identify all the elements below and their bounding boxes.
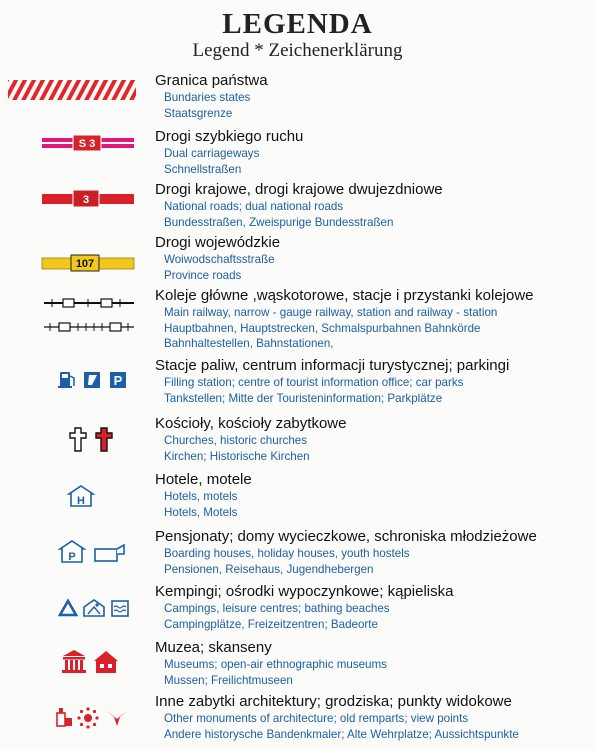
entry-heading: Pensjonaty; domy wycieczkowe, schroniska młodzieżowe: [155, 528, 537, 545]
youth-hostel-icon: [95, 545, 124, 561]
hotel-letter: H: [77, 495, 85, 507]
parking-letter: P: [113, 373, 123, 388]
entry-line: Dual carriageways: [164, 147, 260, 160]
entry-line: Andere historysche Bandenkmaler; Alte Wehrplatze; Aussichtspunkte: [164, 727, 519, 741]
entry-line: Schnellstraßen: [164, 162, 242, 176]
entry-line: Churches, historic churches: [164, 434, 308, 447]
entry-line: Tankstellen; Mitte der Touristeninformation; Parkplätze: [164, 391, 443, 405]
entry-line: Other monuments of architecture; old remparts; view points: [164, 712, 469, 725]
entry-heading: Drogi wojewódzkie: [155, 234, 281, 251]
bathing-beach-icon: [112, 601, 128, 616]
entry-line: Mussen; Freilichtmuseen: [164, 673, 293, 687]
church-icon: [70, 428, 86, 451]
expressway-road-icon: [0, 128, 150, 168]
museum-icon: [62, 650, 86, 673]
entry-heading: Hotele, motele: [155, 471, 252, 488]
entry-line: Kirchen; Historische Kirchen: [164, 449, 310, 463]
entry-line: Filling station; centre of tourist information office; car parks: [164, 376, 464, 389]
province-road-icon: [0, 234, 150, 279]
hotel-icon: [69, 486, 93, 507]
entry-heading: Drogi krajowe, drogi krajowe dwujezdniowe: [155, 181, 443, 198]
entry-line: Hauptbahnen, Hauptstrecken, Schmalspurbahnen Bahnkörde: [164, 321, 481, 335]
architecture-monument-icon: [57, 708, 72, 726]
entry-line: Boarding houses, holiday houses, youth hostels: [164, 547, 410, 560]
parking-icon: [110, 372, 126, 388]
entry-line: Bundaries states: [164, 91, 251, 104]
entry-heading: Granica państwa: [155, 72, 268, 89]
entry-heading: Koleje główne ,wąskotorowe, stacje i przystanki kolejowe: [155, 287, 534, 304]
national-road-badge: 3: [82, 194, 90, 206]
entry-heading: Muzea; skanseny: [155, 639, 272, 656]
national-road-icon: [0, 181, 150, 221]
entry-line: National roads; dual national roads: [164, 200, 344, 213]
entry-line: Museums; open-air ethnographic museums: [164, 658, 387, 671]
boarding-letter: P: [68, 551, 76, 563]
entry-heading: Stacje paliw, centrum informacji turystycznej; parkingi: [155, 357, 510, 374]
leisure-centre-icon: [84, 600, 104, 616]
entry-line: Pensionen, Reisehaus, Jugendhebergen: [164, 562, 374, 576]
boarding-house-icon: [60, 541, 84, 563]
entry-line: Staatsgrenze: [164, 106, 233, 120]
fuel-pump-icon: [58, 372, 74, 388]
tourist-info-icon: [84, 372, 100, 388]
entry-line: Campings, leisure centres; bathing beaches: [164, 602, 390, 615]
entry-line: Hotels, motels: [164, 490, 238, 503]
entry-heading: Inne zabytki architektury; grodziska; punkty widokowe: [155, 693, 512, 710]
entry-line: Woiwodschaftsstraße: [164, 253, 275, 266]
open-air-museum-icon: [94, 651, 118, 673]
railway-icon: [0, 287, 150, 337]
entry-line: Province roads: [164, 268, 242, 282]
old-rampart-icon: [77, 707, 98, 728]
historic-church-icon: [96, 428, 112, 451]
entry-line: Bundesstraßen, Zweispurige Bundesstraßen: [164, 215, 394, 229]
expressway-badge: S 3: [78, 138, 96, 150]
entry-line: Bahnhaltestellen, Bahnstationen,: [164, 337, 334, 350]
entry-line: Hotels, Motels: [164, 505, 238, 519]
legend-subtitle: Legend * Zeichenerklärung: [192, 40, 403, 61]
entry-heading: Kościoły, kościoły zabytkowe: [155, 415, 347, 432]
entry-heading: Drogi szybkiego ruchu: [155, 128, 304, 145]
legend-title: LEGENDA: [222, 8, 373, 40]
camping-tent-icon: [60, 601, 76, 615]
entry-heading: Kempingi; ośrodki wypoczynkowe; kąpieliska: [155, 583, 454, 600]
province-road-badge: 107: [75, 258, 95, 270]
entry-line: Main railway, narrow - gauge railway, station and railway - station: [164, 306, 498, 319]
entry-line: Campingplätze, Freizeitzentren; Badeorte: [164, 617, 378, 631]
view-point-icon: [106, 710, 128, 726]
state-border-icon: [0, 72, 150, 112]
